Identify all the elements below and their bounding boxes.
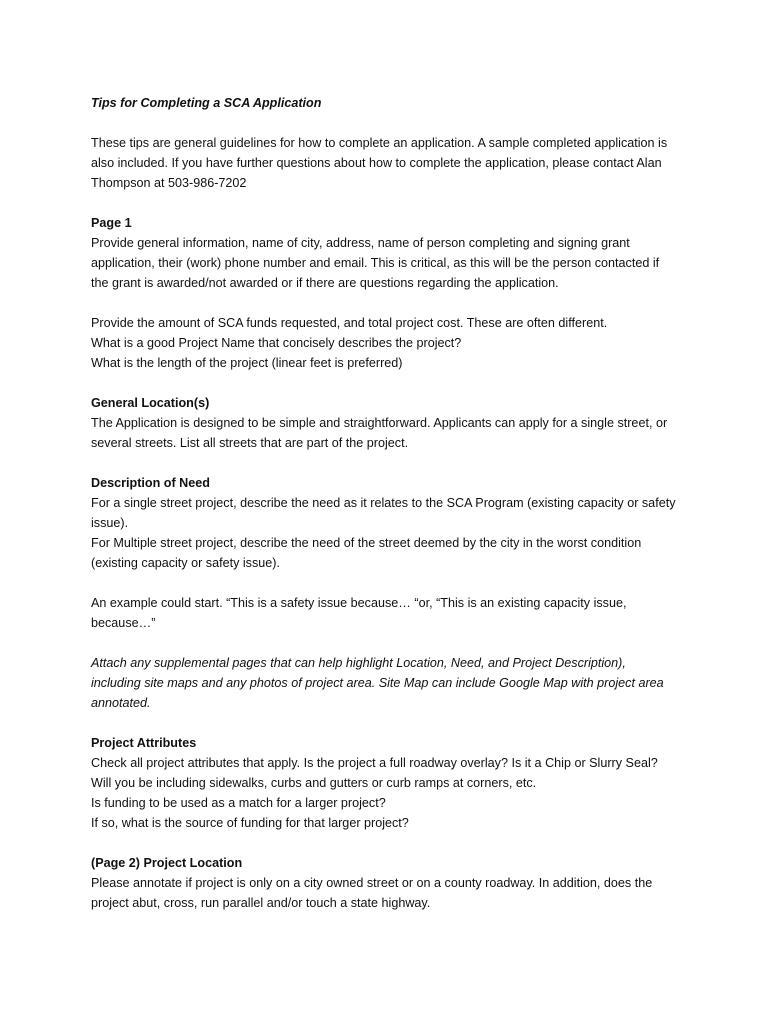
- section-heading: Page 1: [91, 216, 132, 230]
- body-line: Provide general information, name of city, address, name of person completing and signing grant: [91, 236, 630, 250]
- body-line: issue).: [91, 516, 129, 530]
- intro-paragraph: [91, 133, 691, 193]
- section-heading: (Page 2) Project Location: [91, 856, 243, 870]
- document-page: [91, 93, 691, 913]
- body-line: the grant is awarded/not awarded or if there are questions regarding the application.: [91, 276, 559, 290]
- body-line: Is funding to be used as a match for a larger project?: [91, 796, 386, 810]
- spacer: [91, 293, 691, 313]
- body-line: because…”: [91, 616, 156, 630]
- body-line: Check all project attributes that apply. Is the project a full roadway overlay? Is it a Chip or Slurry Seal?: [91, 756, 658, 770]
- section-project-attributes: [91, 733, 691, 833]
- spacer: [91, 633, 691, 653]
- section-description-of-need: [91, 473, 691, 713]
- spacer: [91, 833, 691, 853]
- body-line: Will you be including sidewalks, curbs and gutters or curb ramps at corners, etc.: [91, 776, 537, 790]
- intro-line: Thompson at 503-986-7202: [91, 176, 247, 190]
- document-title: Tips for Completing a SCA Application: [91, 96, 322, 110]
- body-line: What is the length of the project (linear feet is preferred): [91, 356, 403, 370]
- body-line: several streets. List all streets that are part of the project.: [91, 436, 409, 450]
- body-line: Provide the amount of SCA funds requested, and total project cost. These are often different.: [91, 316, 608, 330]
- body-line: application, their (work) phone number and email. This is critical, as this will be the person contacted if: [91, 256, 660, 270]
- section-page1: [91, 213, 691, 373]
- attachment-note-line: including site maps and any photos of project area. Site Map can include Google Map with project area: [91, 676, 664, 690]
- body-line: An example could start. “This is a safety issue because… “or, “This is an existing capacity issue,: [91, 596, 627, 610]
- spacer: [91, 113, 691, 133]
- spacer: [91, 573, 691, 593]
- spacer: [91, 713, 691, 733]
- section-heading: Project Attributes: [91, 736, 197, 750]
- section-heading: General Location(s): [91, 396, 210, 410]
- intro-line: also included. If you have further questions about how to complete the application, please contact Alan: [91, 156, 662, 170]
- body-line: (existing capacity or safety issue).: [91, 556, 280, 570]
- body-line: Please annotate if project is only on a city owned street or on a county roadway. In addition, does the: [91, 876, 653, 890]
- body-line: What is a good Project Name that concisely describes the project?: [91, 336, 462, 350]
- body-line: If so, what is the source of funding for that larger project?: [91, 816, 409, 830]
- section-general-location: [91, 393, 691, 453]
- attachment-note-line: annotated.: [91, 696, 151, 710]
- spacer: [91, 373, 691, 393]
- section-project-location: [91, 853, 691, 913]
- body-line: The Application is designed to be simple and straightforward. Applicants can apply for a single street, or: [91, 416, 668, 430]
- body-line: For a single street project, describe the need as it relates to the SCA Program (existing capacity or safety: [91, 496, 676, 510]
- spacer: [91, 193, 691, 213]
- body-line: For Multiple street project, describe the need of the street deemed by the city in the worst condition: [91, 536, 642, 550]
- section-heading: Description of Need: [91, 476, 210, 490]
- attachment-note-line: Attach any supplemental pages that can help highlight Location, Need, and Project Description),: [91, 656, 626, 670]
- body-line: project abut, cross, run parallel and/or touch a state highway.: [91, 896, 431, 910]
- intro-line: These tips are general guidelines for how to complete an application. A sample completed application is: [91, 136, 668, 150]
- spacer: [91, 453, 691, 473]
